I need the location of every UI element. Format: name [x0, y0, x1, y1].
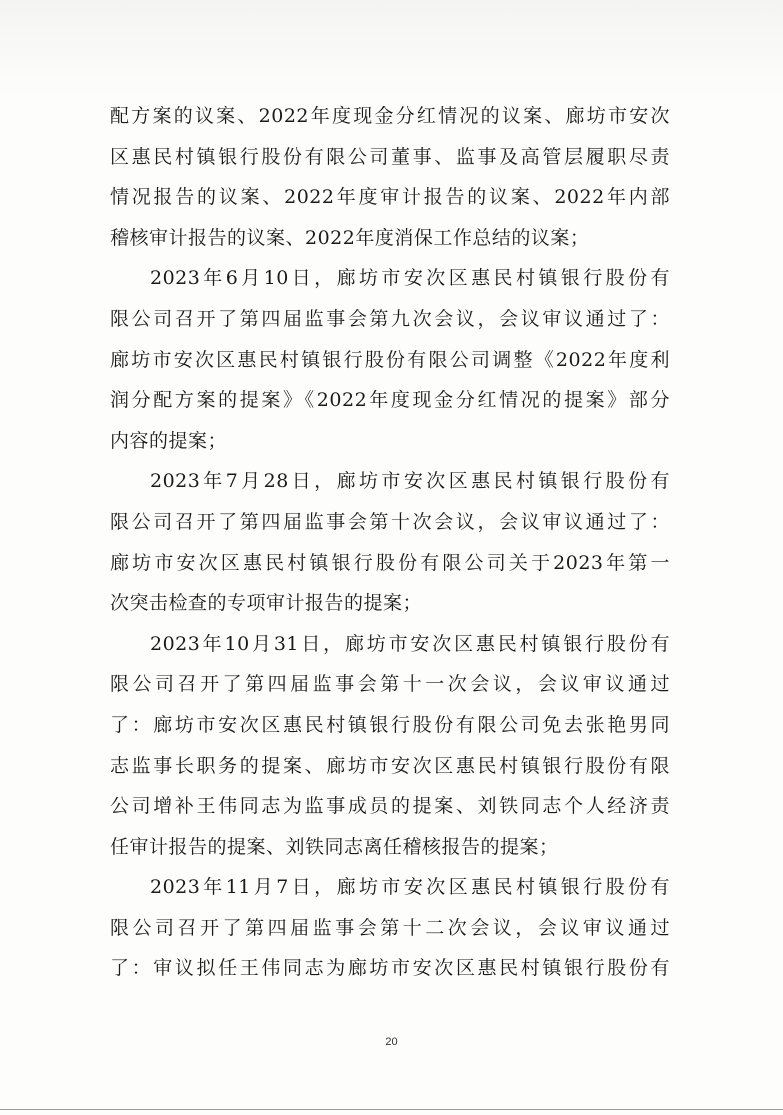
- text-line: 区惠民村镇银行股份有限公司董事、监事及高管层履职尽责: [110, 145, 670, 168]
- paragraph-start-line: 2023年6月10日，廊坊市安次区惠民村镇银行股份有: [150, 267, 670, 290]
- text-line: 志监事长职务的提案、廊坊市安次区惠民村镇银行股份有限: [110, 754, 670, 777]
- text-line: 稽核审计报告的议案、2022年度消保工作总结的议案；: [110, 226, 590, 249]
- scan-shading: [0, 0, 783, 95]
- text-line: 任审计报告的提案、刘铁同志离任稽核报告的提案；: [110, 835, 559, 858]
- text-line: 限公司召开了第四届监事会第十一次会议，会议审议通过: [110, 673, 670, 696]
- text-line: 廊坊市安次区惠民村镇银行股份有限公司关于2023年第一: [110, 551, 670, 574]
- paragraph-start-line: 2023年11月7日，廊坊市安次区惠民村镇银行股份有: [150, 876, 670, 899]
- text-line: 了：廊坊市安次区惠民村镇银行股份有限公司免去张艳男同: [110, 713, 670, 736]
- page-number: 20: [385, 1036, 398, 1048]
- text-line: 限公司召开了第四届监事会第九次会议，会议审议通过了：: [110, 307, 670, 330]
- text-line: 限公司召开了第四届监事会第十二次会议，会议审议通过: [110, 916, 670, 939]
- text-line: 次突击检查的专项审计报告的提案；: [110, 592, 423, 615]
- text-line: 廊坊市安次区惠民村镇银行股份有限公司调整《2022年度利: [110, 348, 670, 371]
- page-bottom-edge: [0, 1109, 783, 1110]
- text-line: 了：审议拟任王伟同志为廊坊市安次区惠民村镇银行股份有: [110, 957, 670, 980]
- text-line: 情况报告的议案、2022年度审计报告的议案、2022年内部: [110, 186, 670, 209]
- paragraph-start-line: 2023年7月28日，廊坊市安次区惠民村镇银行股份有: [150, 470, 670, 493]
- body-text: [110, 96, 670, 989]
- paragraph-start-line: 2023年10月31日，廊坊市安次区惠民村镇银行股份有: [150, 632, 670, 655]
- text-line: 公司增补王伟同志为监事成员的提案、刘铁同志个人经济责: [110, 795, 670, 818]
- text-line: 限公司召开了第四届监事会第十次会议，会议审议通过了：: [110, 510, 670, 533]
- text-line: 润分配方案的提案》《2022年度现金分红情况的提案》部分: [110, 389, 670, 412]
- text-line: 配方案的议案、2022年度现金分红情况的议案、廊坊市安次: [110, 105, 670, 127]
- text-line: 内容的提案；: [110, 429, 228, 452]
